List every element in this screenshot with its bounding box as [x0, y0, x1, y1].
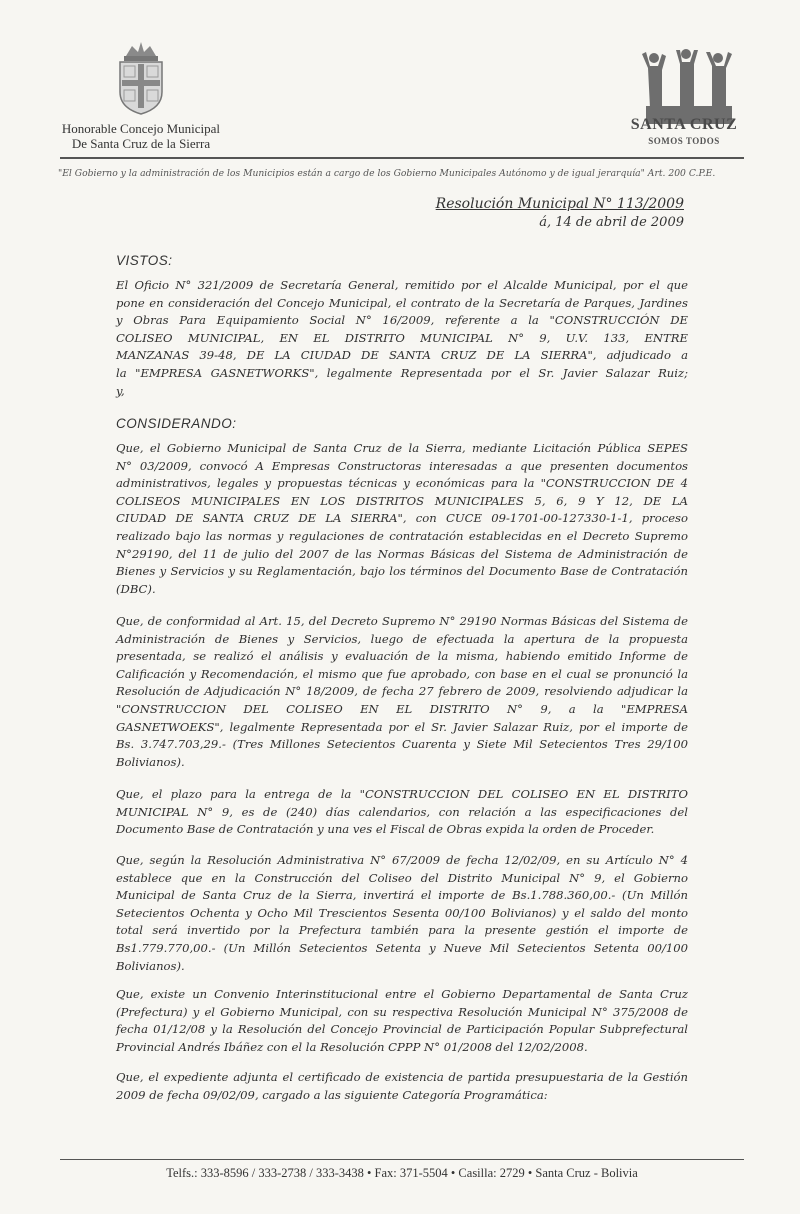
text-line: (DBC). [116, 581, 156, 596]
text-line: Resolución de Adjudicación N° 18/2009, de fecha 27 febrero de 2009, resolviendo adjudicar la [116, 684, 688, 699]
considerando-paragraph-1 [116, 440, 688, 598]
text-line: total será invertido por la Prefectura también para la presente gestión el importe de [116, 923, 688, 938]
text-line: Administración de Bienes y Servicios, luego de efectuada la apertura de la propuesta [116, 631, 688, 646]
considerando-paragraph-4 [116, 852, 688, 975]
text-line: realizado bajo las normas y regulaciones de contratación establecidas en el Decreto Supremo [116, 528, 688, 543]
text-line: y, [116, 383, 125, 398]
text-line: Setecientos Ochenta y Ocho Mil Trescientos Sesenta 00/100 Bolivianos) y el saldo del monto [116, 905, 688, 920]
considerando-paragraph-6 [116, 1069, 688, 1104]
footer-divider [60, 1159, 744, 1160]
text-line: El Oficio N° 321/2009 de Secretaría General, remitido por el Alcalde Municipal, por el que [116, 278, 688, 292]
text-line: la "EMPRESA GASNETWORKS", legalmente Representada por el Sr. Javier Salazar Ruiz; [116, 365, 688, 380]
text-line: Bs. 3.747.703,29.- (Tres Millones Setecientos Cuarenta y Siete Mil Setecientos Tres 29/100 [116, 737, 688, 752]
text-line: Bolivianos). [116, 958, 185, 973]
text-line: presentada, se realizó el análisis y evaluación de la misma, habiendo emitido Informe de [116, 649, 688, 664]
org-line-1: Honorable Concejo Municipal [61, 121, 221, 136]
municipal-crest-icon [112, 34, 170, 116]
org-line-2: De Santa Cruz de la Sierra [71, 136, 211, 151]
logo-title: SANTA CRUZ [630, 116, 738, 133]
text-line: Que, según la Resolución Administrativa N° 67/2009 de fecha 12/02/09, en su Artículo N° 4 [116, 853, 688, 867]
considerando-heading: CONSIDERANDO: [116, 416, 237, 431]
text-line: Bs1.779.770,00.- (Un Millón Setecientos Setenta y Nueve Mil Setecientos Setenta 00/100 [116, 940, 688, 955]
text-line: COLISEOS MUNICIPALES EN LOS DISTRITOS MUNICIPALES 5, 6, 9 Y 12, DE LA [116, 493, 688, 508]
text-line: CIUDAD DE SANTA CRUZ DE LA SIERRA", con CUCE 09-1701-00-127330-1-1, proceso [116, 511, 688, 526]
text-line: Bolivianos). [116, 754, 185, 769]
text-line: GASNETWOEKS", legalmente Representada por el Sr. Javier Salazar Ruiz, por el importe de [116, 719, 688, 734]
constitution-quote: "El Gobierno y la administración de los Municipios están a cargo de los Gobierno Municipales Autónomo y de igual jerarquía" Art. 200 C.P.E. [58, 168, 716, 179]
vistos-heading: VISTOS: [116, 253, 173, 268]
text-line: Que, el plazo para la entrega de la "CONSTRUCCION DEL COLISEO EN EL DISTRITO [116, 787, 688, 801]
text-line: Que, existe un Convenio Interinstitucional entre el Gobierno Departamental de Santa Cruz [116, 987, 688, 1001]
text-line: N°29190, del 11 de julio del 2007 de las Normas Básicas del Sistema de Administración de [116, 546, 688, 561]
text-line: Provincial Andrés Ibáñez con el la Resolución CPPP N° 01/2008 del 12/02/2008. [116, 1039, 588, 1054]
organization-name [50, 121, 232, 151]
text-line: (Prefectura) y el Gobierno Municipal, con su respectiva Resolución Municipal N° 375/2008 de [116, 1004, 688, 1019]
text-line: Municipal de Santa Cruz de la Sierra, invertirá el importe de Bs.1.788.360,00.- (Un Millón [116, 888, 688, 903]
text-line: N° 03/2009, convocó A Empresas Constructoras interesadas a que presenten documentos [116, 458, 688, 473]
text-line: pone en consideración del Concejo Municipal, el contrato de la Secretaría de Parques, Jardines [116, 295, 688, 310]
text-line: Documento Base de Contratación y una ves el Fiscal de Obras expida la orden de Proceder. [116, 822, 655, 837]
considerando-paragraph-2 [116, 613, 688, 771]
resolution-title: Resolución Municipal N° 113/2009 [435, 196, 684, 212]
vistos-paragraph [116, 277, 688, 400]
text-line: y Obras Para Equipamiento Social N° 16/2009, referente a la "CONSTRUCCIÓN DE [116, 313, 688, 328]
santa-cruz-logo-icon [632, 48, 744, 126]
text-line: 2009 de fecha 09/02/09, cargado a las siguiente Categoría Programática: [116, 1087, 548, 1102]
text-line: MUNICIPAL N° 9, es de (240) días calendarios, con relación a las especificaciones del [116, 804, 688, 819]
logo-subtitle: SOMOS TODOS [648, 136, 720, 146]
text-line: Que, de conformidad al Art. 15, del Decreto Supremo N° 29190 Normas Básicas del Sistema de [116, 614, 688, 628]
text-line: Calificación y Recomendación, el mismo que fue aprobado, con base en el cual se pronunció la [116, 666, 688, 681]
header-divider [60, 157, 744, 159]
text-line: establece que en la Construcción del Coliseo del Distrito Municipal N° 9, el Gobierno [116, 870, 688, 885]
text-line: MANZANAS 39-48, DE LA CIUDAD DE SANTA CRUZ DE LA SIERRA", adjudicado a [116, 348, 688, 363]
contact-footer: Telfs.: 333-8596 / 333-2738 / 333-3438 • Fax: 371-5504 • Casilla: 2729 • Santa Cruz - Bolivia [166, 1166, 638, 1180]
text-line: fecha 01/12/08 y la Resolución del Concejo Provincial de Participación Popular Subprefectural [116, 1022, 688, 1037]
resolution-date: á, 14 de abril de 2009 [539, 215, 684, 230]
text-line: COLISEO MUNICIPAL, EN EL DISTRITO MUNICIPAL N° 9, U.V. 133, ENTRE [116, 330, 688, 345]
considerando-paragraph-5 [116, 986, 688, 1056]
considerando-paragraph-3 [116, 786, 688, 839]
text-line: "CONSTRUCCION DEL COLISEO EN EL DISTRITO N° 9, a la "EMPRESA [116, 701, 688, 716]
text-line: Bienes y Servicios y su Reglamentación, bajo los términos del Documento Base de Contratación [116, 564, 688, 579]
text-line: Que, el expediente adjunta el certificado de existencia de partida presupuestaria de la Gestión [116, 1070, 688, 1084]
text-line: administrativos, legales y propuestas técnicas y económicas para la "CONSTRUCCION DE 4 [116, 476, 688, 491]
text-line: Que, el Gobierno Municipal de Santa Cruz de la Sierra, mediante Licitación Pública SEPES [116, 441, 688, 455]
